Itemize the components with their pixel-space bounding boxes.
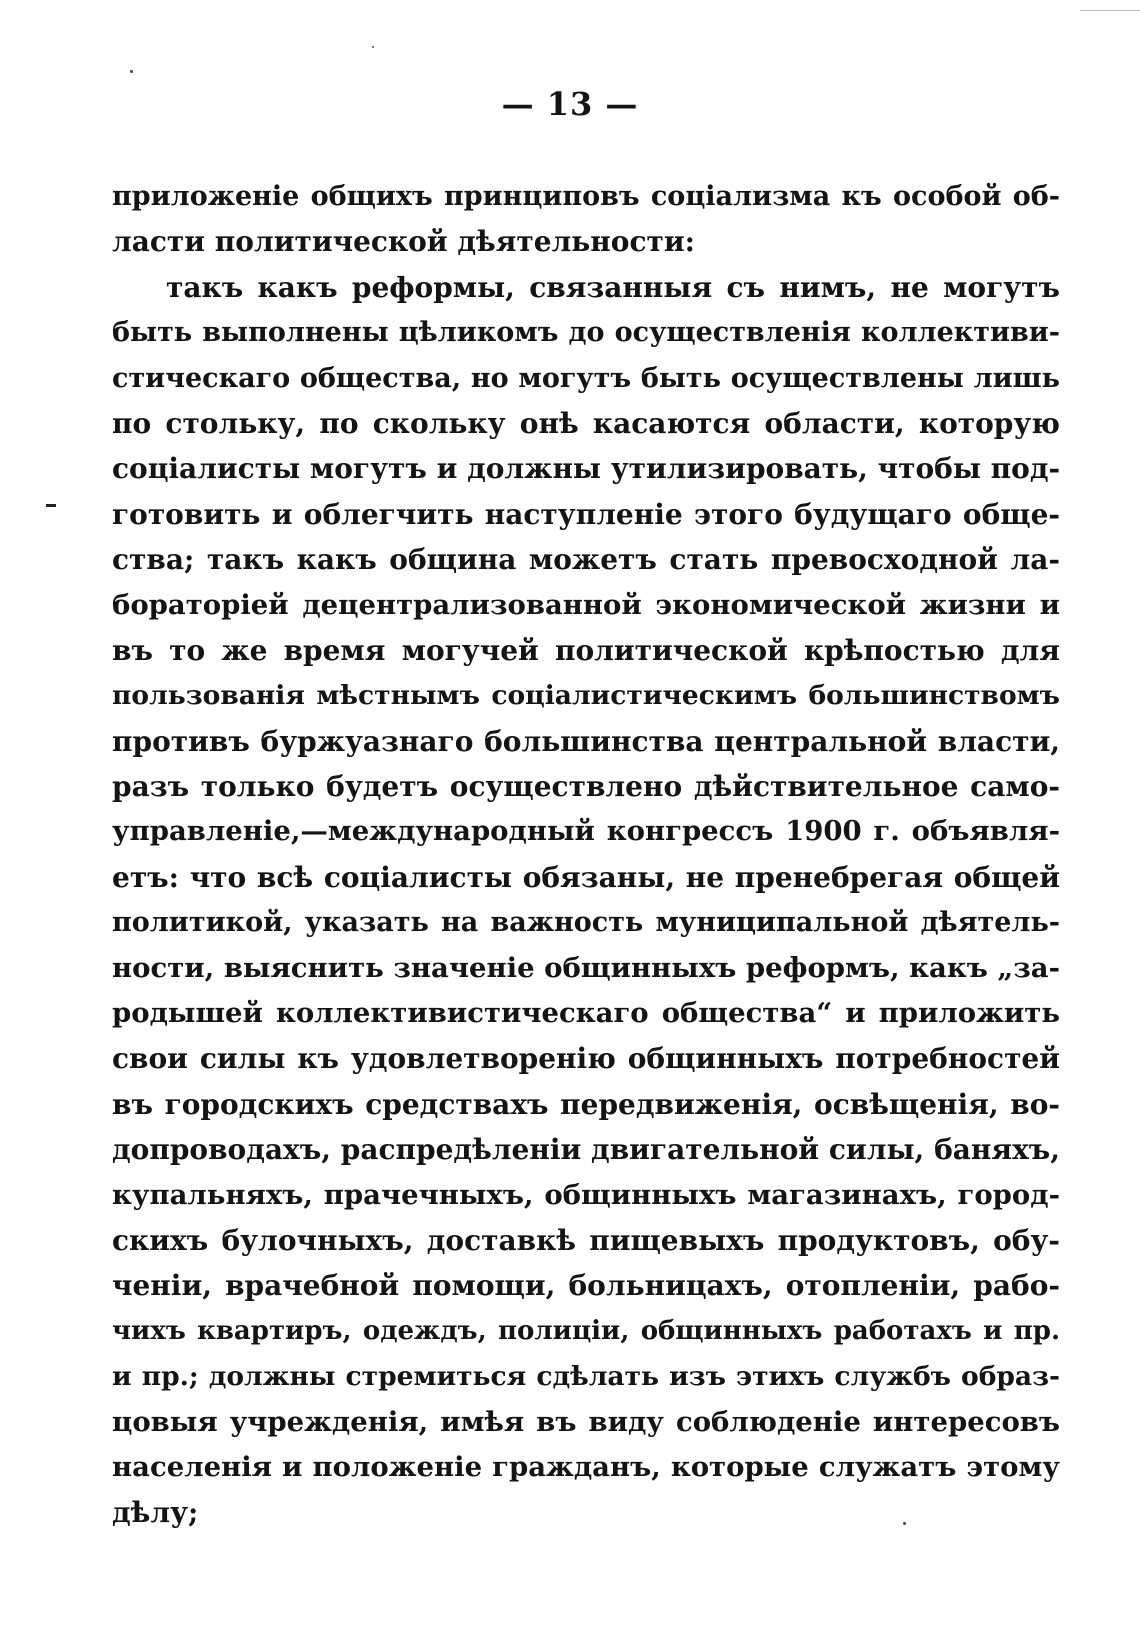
text-line: по стольку, по скольку онѣ касаются области, которую bbox=[112, 406, 1060, 440]
text-line: пользованія мѣстнымъ соціалистическимъ большинствомъ bbox=[112, 680, 1060, 712]
scan-speck bbox=[130, 70, 133, 73]
text-line: разъ только будетъ осуществлено дѣйствительное само- bbox=[112, 770, 1060, 804]
text-line: етъ: что всѣ соціалисты обязаны, не пренебрегая общей bbox=[112, 860, 1060, 894]
page-number: — 13 — bbox=[501, 85, 639, 123]
page-edge-mark bbox=[1080, 0, 1140, 11]
text-line: родышей коллективистическаго общества“ и приложить bbox=[112, 997, 1060, 1030]
text-line: свои силы къ удовлетворенію общинныхъ потребностей bbox=[112, 1042, 1060, 1076]
text-line: политикой, указать на важность муниципальной дѣятель- bbox=[112, 907, 1060, 939]
scan-speck bbox=[372, 46, 374, 48]
text-line: соціалисты могутъ и должны утилизировать, чтобы под- bbox=[112, 452, 1061, 486]
text-line: скихъ булочныхъ, доставкѣ пищевыхъ продуктовъ, обу- bbox=[112, 1223, 1060, 1257]
text-line: въ то же время могучей политической крѣпостью для bbox=[112, 633, 1060, 667]
margin-dash bbox=[46, 504, 56, 507]
text-line: населенія и положеніе гражданъ, которые служатъ этому bbox=[112, 1450, 1060, 1483]
text-line: такъ какъ реформы, связанныя съ нимъ, не могутъ bbox=[166, 270, 1060, 304]
text-line: дѣлу; bbox=[112, 1496, 199, 1530]
text-line: ства; такъ какъ община можетъ стать превосходной ла- bbox=[112, 543, 1060, 577]
text-line: готовить и облегчить наступленіе этого будущаго обще- bbox=[112, 497, 1060, 531]
text-line: стическаго общества, но могутъ быть осуществлены лишь bbox=[112, 362, 1060, 394]
body-text bbox=[112, 174, 1060, 1536]
text-line: противъ буржуазнаго большинства центральной власти, bbox=[112, 724, 1060, 758]
text-line: допроводахъ, распредѣленіи двигательной силы, баняхъ, bbox=[112, 1133, 1060, 1167]
text-line: ности, выяснить значеніе общинныхъ реформъ, какъ „за- bbox=[112, 951, 1060, 984]
text-line: бораторіей децентрализованной экономической жизни и bbox=[112, 588, 1060, 621]
text-line: купальняхъ, прачечныхъ, общинныхъ магазинахъ, город- bbox=[112, 1178, 1060, 1211]
text-line: быть выполнены цѣликомъ до осуществленія коллективи- bbox=[112, 317, 1060, 349]
text-line: цовыя учрежденія, имѣя въ виду соблюденіе интересовъ bbox=[112, 1405, 1060, 1438]
text-line: ласти политической дѣятельности: bbox=[112, 225, 695, 259]
text-line: и пр.; должны стремиться сдѣлать изъ этихъ службъ образ- bbox=[112, 1361, 1060, 1393]
text-line: ченіи, врачебной помощи, больницахъ, отопленіи, рабо- bbox=[112, 1269, 1060, 1303]
text-line: чихъ квартиръ, одеждъ, полиціи, общинныхъ работахъ и пр. bbox=[112, 1315, 1060, 1346]
text-line: управленіе,—международный конгрессъ 1900 г. объявля- bbox=[112, 815, 1060, 848]
text-line: въ городскихъ средствахъ передвиженія, освѣщенія, во- bbox=[112, 1087, 1060, 1121]
text-line: приложеніе общихъ принциповъ соціализма къ особой об- bbox=[112, 181, 1060, 212]
